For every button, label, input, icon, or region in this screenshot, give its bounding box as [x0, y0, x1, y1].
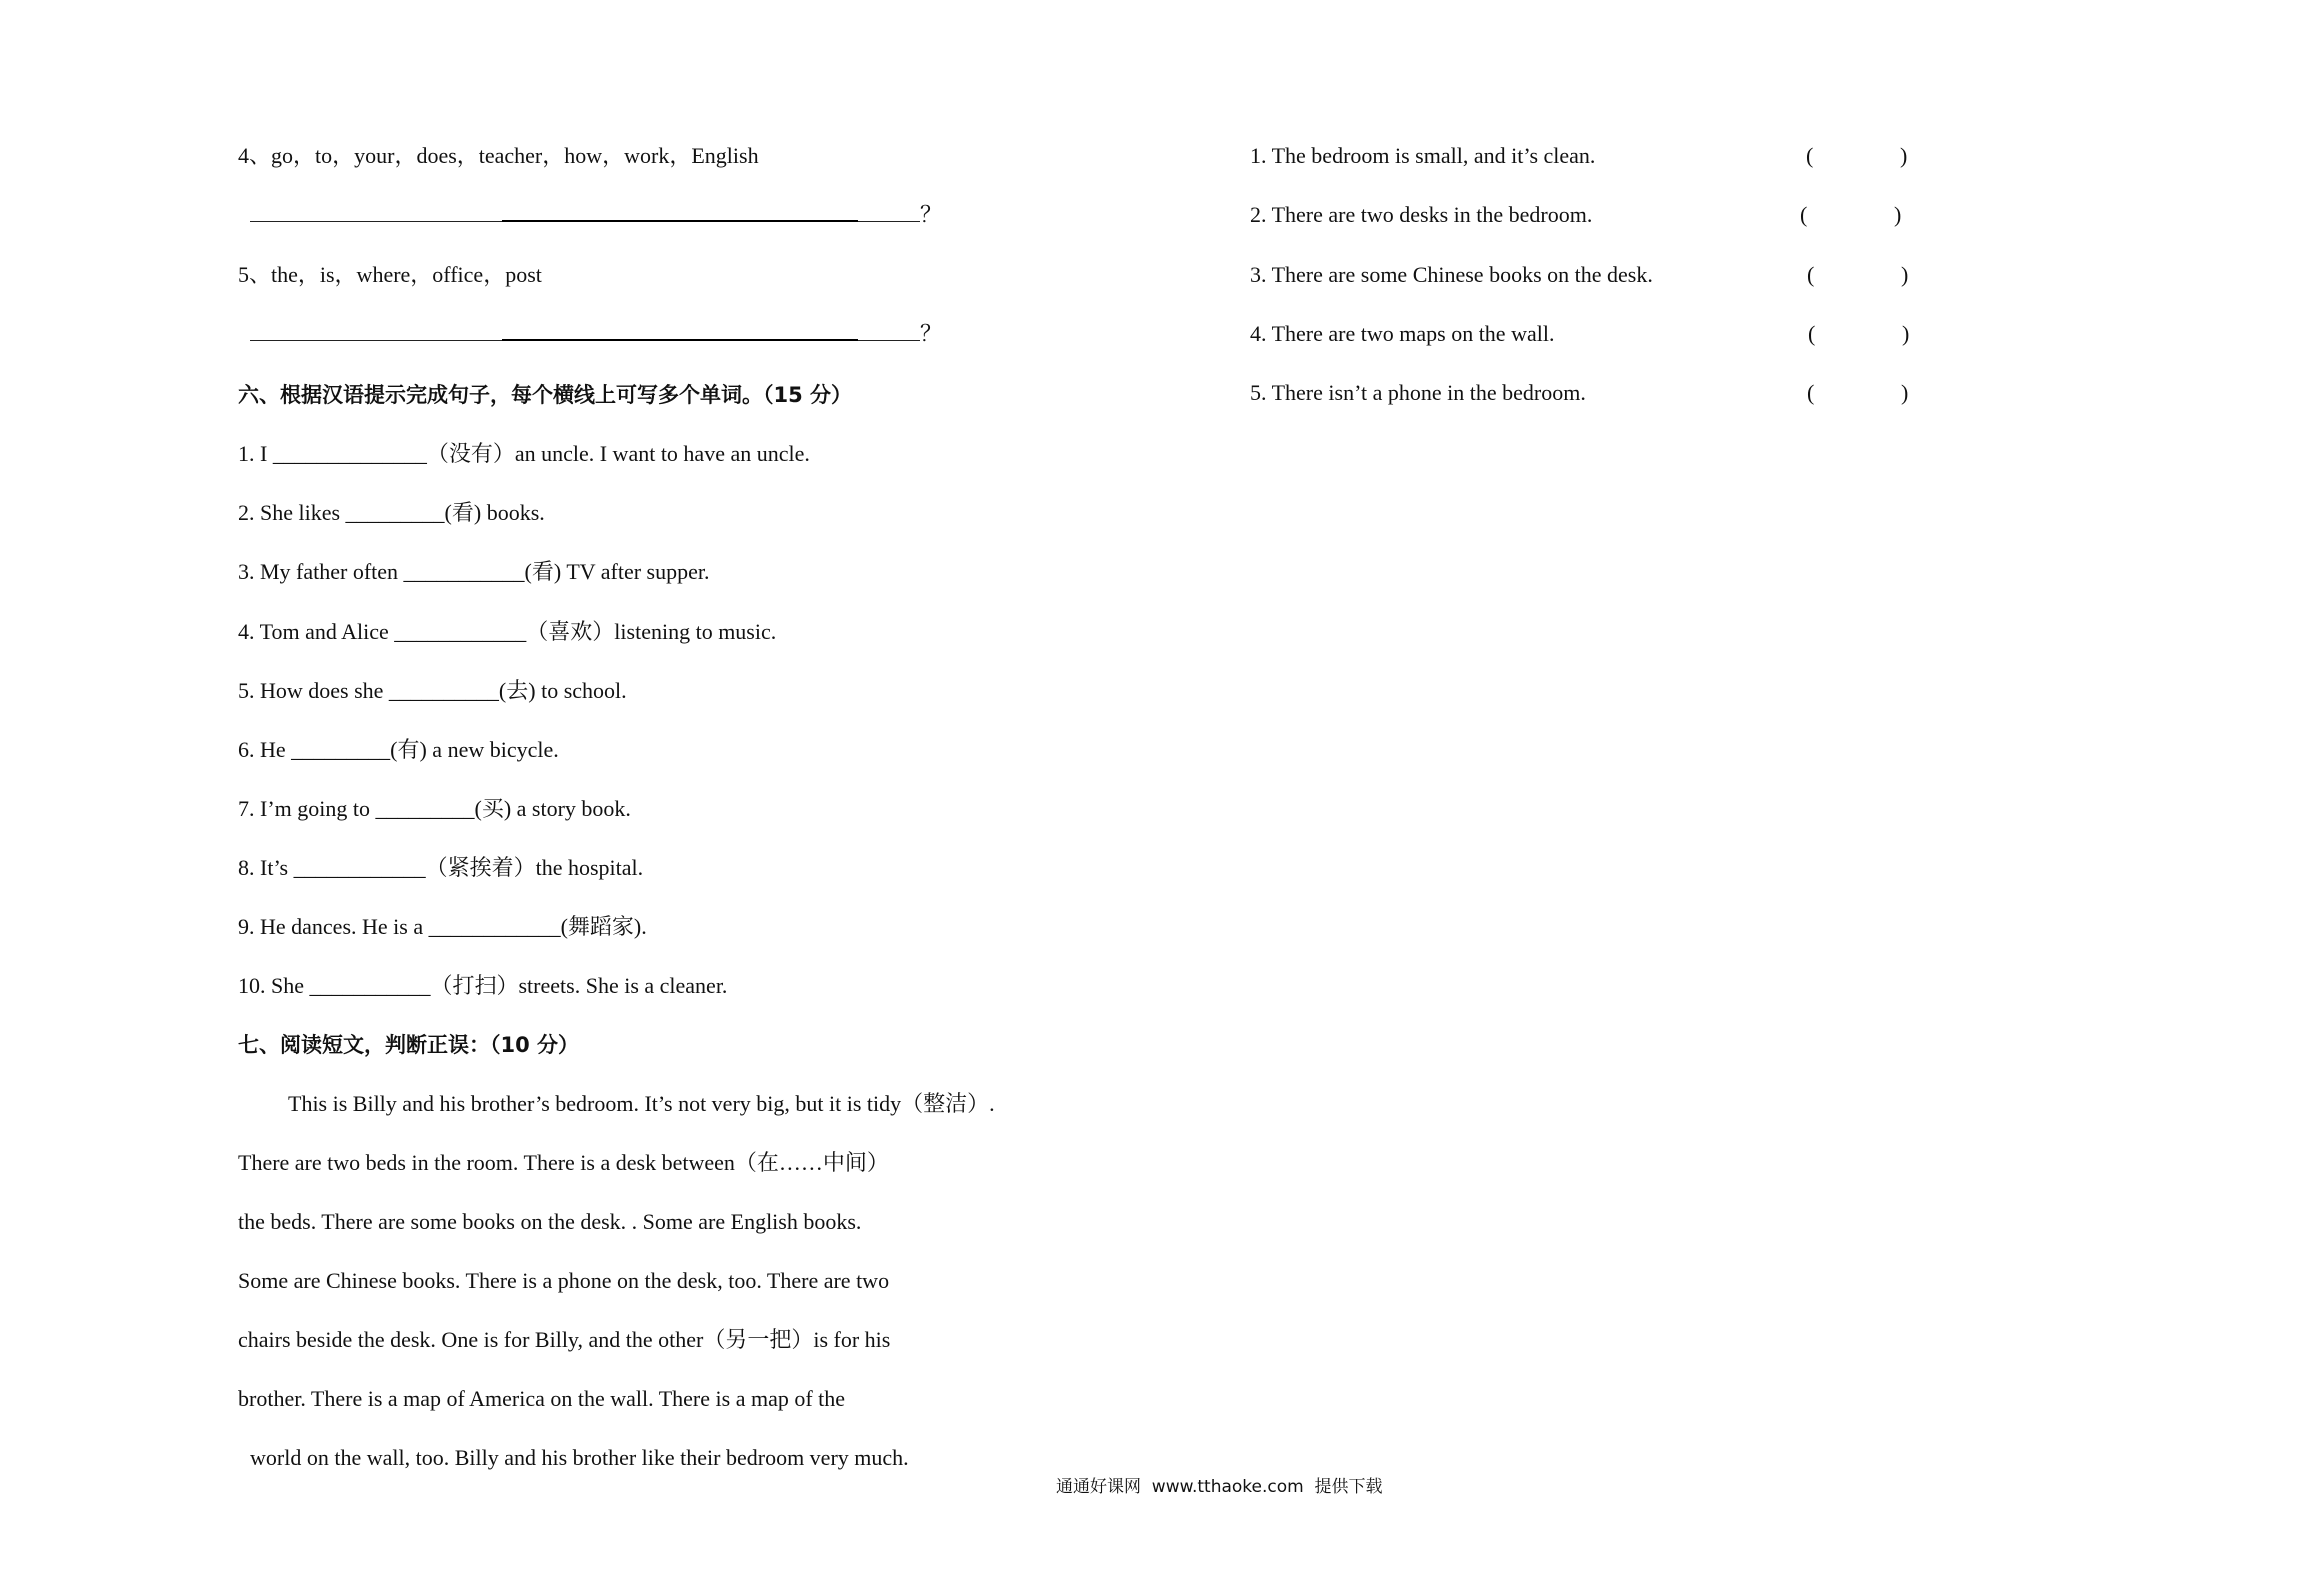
tf-open-paren: ( [1808, 321, 1816, 346]
section6-item: 4. Tom and Alice ____________（喜欢）listening to music. [238, 619, 777, 644]
section6-item: 6. He _________(有) a new bicycle. [238, 737, 559, 762]
tf-close-paren: ) [1894, 202, 1902, 227]
tf-statement-text: 1. The bedroom is small, and it’s clean. [1250, 143, 1596, 168]
tf-statement [1250, 378, 1910, 408]
section6-item: 2. She likes _________(看) books. [238, 500, 545, 525]
passage-line: There are two beds in the room. There is a desk between（在……中间） [238, 1150, 889, 1175]
tf-statement-text: 5. There isn’t a phone in the bedroom. [1250, 380, 1586, 405]
passage-line: Some are Chinese books. There is a phone on the desk, too. There are two [238, 1268, 890, 1293]
q4-answer-line [250, 200, 942, 230]
passage-line: the beds. There are some books on the desk. . Some are English books. [238, 1209, 862, 1234]
tf-statement [1250, 260, 1910, 290]
tf-open-paren: ( [1806, 143, 1814, 168]
section6-item: 7. I’m going to _________(买) a story book. [238, 796, 631, 821]
q4-question-mark: ？ [920, 202, 943, 227]
q5-question-mark: ？ [920, 321, 943, 346]
passage-line: world on the wall, too. Billy and his brother like their bedroom very much. [250, 1445, 909, 1470]
tf-statement [1250, 200, 1910, 230]
section6-item: 8. It’s ____________（紧挨着）the hospital. [238, 855, 644, 880]
section6-item: 9. He dances. He is a ____________(舞蹈家). [238, 914, 647, 939]
passage-line: brother. There is a map of America on the wall. There is a map of the [238, 1386, 846, 1411]
section6-item: 10. She ___________（打扫）streets. She is a cleaner. [238, 973, 728, 998]
section6-heading: 六、根据汉语提示完成句子，每个横线上可写多个单词。（15 分） [238, 383, 853, 407]
tf-close-paren: ) [1901, 380, 1909, 405]
section6-item: 1. I ______________（没有）an uncle. I want to have an uncle. [238, 441, 810, 466]
tf-open-paren: ( [1807, 380, 1815, 405]
section6-item: 5. How does she __________(去) to school. [238, 678, 627, 703]
section7-heading: 七、阅读短文，判断正误：（10 分） [238, 1033, 580, 1057]
passage-line: This is Billy and his brother’s bedroom. It’s not very big, but it is tidy（整洁）. [288, 1091, 995, 1116]
q4-word-list: 4、go，to，your，does，teacher，how，work，English [238, 143, 759, 168]
tf-open-paren: ( [1800, 202, 1808, 227]
tf-close-paren: ) [1900, 143, 1908, 168]
tf-statement [1250, 319, 1910, 349]
page-footer: 通通好课网 www.tthaoke.com 提供下载 [1056, 1477, 1383, 1497]
passage-line: chairs beside the desk. One is for Billy, and the other（另一把）is for his [238, 1327, 891, 1352]
tf-statement-text: 2. There are two desks in the bedroom. [1250, 202, 1593, 227]
section6-item: 3. My father often ___________(看) TV after supper. [238, 559, 710, 584]
tf-statement-text: 3. There are some Chinese books on the desk. [1250, 262, 1653, 287]
tf-close-paren: ) [1902, 321, 1910, 346]
tf-open-paren: ( [1807, 262, 1815, 287]
q5-answer-line [250, 319, 942, 349]
tf-close-paren: ) [1901, 262, 1909, 287]
q5-word-list: 5、the，is，where，office，post [238, 262, 542, 287]
tf-statement-text: 4. There are two maps on the wall. [1250, 321, 1555, 346]
tf-statement [1250, 141, 1910, 171]
